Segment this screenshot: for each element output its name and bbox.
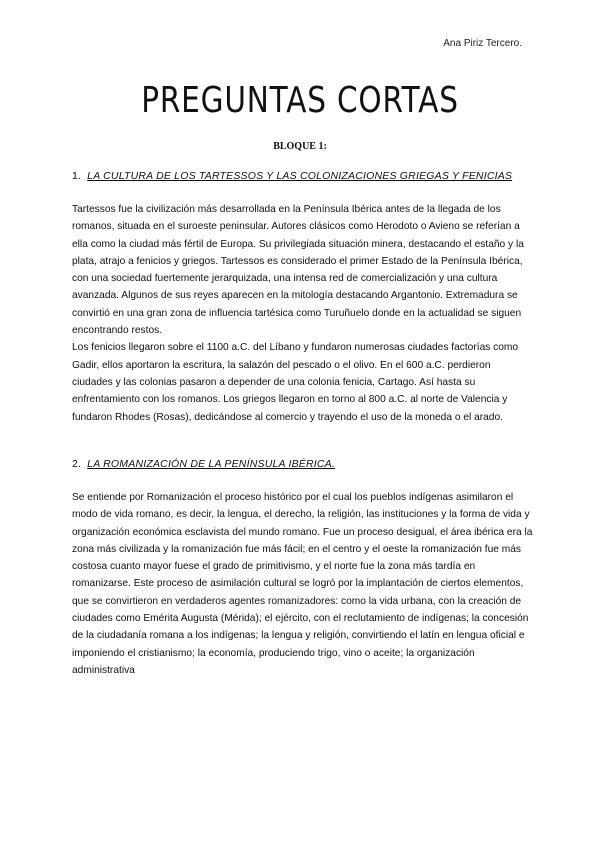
section-1-paragraph-b: Los fenicios llegaron sobre el 1100 a.C. del Líbano y fundaron numerosas ciudades factorías como Gadir, ellos aportaron la escritura, la salazón del pescado o el olivo. En el 600 a.C. perdieron ciudades y las colonias pasaron a depender de una colonia fenicia, Cartago. Así hasta su enfrentamiento con los romanos. Los griegos llegaron en torno al 800 a.C. al norte de Valencia y fundaron Rhodes (Rosas), dedicándose al comercio y trayendo el uso de la moneda o el arado. <box>72 342 519 423</box>
page-title: PREGUNTAS CORTAS <box>141 80 459 121</box>
section-2-title: LA ROMANIZACIÓN DE LA PENÍNSULA IBÉRICA. <box>87 458 335 470</box>
section-1-heading <box>72 170 532 182</box>
section-1-title: LA CULTURA DE LOS TARTESSOS Y LAS COLONIZACIONES GRIEGAS Y FENICIAS <box>87 170 513 182</box>
author-name: Ana Piriz Tercero. <box>443 38 522 49</box>
block-label: BLOQUE 1: <box>273 141 327 152</box>
section-2-paragraph: Se entiende por Romanización el proceso histórico por el cual los pueblos indígenas asimilaron el modo de vida romano, es decir, la lengua, el derecho, la religión, las instituciones y la forma de vida y organización económica esclavista del mundo romano. Fue un proceso desigual, el área ibérica era la zona más civilizada y la romanización fue más fácil; en el centro y el oeste la romanización fue más costosa cuanto mayor fuese el grado de primitivismo, y el norte fue la zona más tardía en romanizarse. Este proceso de asimilación cultural se logró por la implantación de ciertos elementos, que se convirtieron en verdaderos agentes romanizadores: como la vida urbana, con la creación de ciudades como Emérita Augusta (Mérida); el ejército, con el reclutamiento de indígenas; la concesión de la ciudadanía romana a los indígenas; la lengua y religión, convirtiendo el latín en lengua oficial e imponiendo el cristianismo; la economía, produciendo trigo, vino o aceite; la organización administrativa <box>72 492 533 676</box>
section-2-heading <box>72 458 532 470</box>
section-2-body <box>72 489 534 679</box>
section-1-paragraph-a: Tartessos fue la civilización más desarrollada en la Península Ibérica antes de la llegada de los romanos, situada en el suroeste peninsular. Autores clásicos como Herodoto o Avieno se referían a ella como la ciudad más fértil de Europa. Su privilegiada situación minera, destacando el estaño y la plata, atrajo a fenicios y griegos. Tartessos es considerado el primer Estado de la Península Ibérica, con una sociedad fuertemente jerarquizada, una intensa red de comercialización y una cultura avanzada. Algunos de sus reyes aparecen en la mitología destacando Argantonio. Extremadura se convirtió en una gran zona de influencia tartésica como Turuñuelo donde en la actualidad se siguen encontrando restos. <box>72 204 524 337</box>
section-1-number: 1. <box>72 170 82 182</box>
section-1-body <box>72 201 534 426</box>
section-2-number: 2. <box>72 458 82 470</box>
